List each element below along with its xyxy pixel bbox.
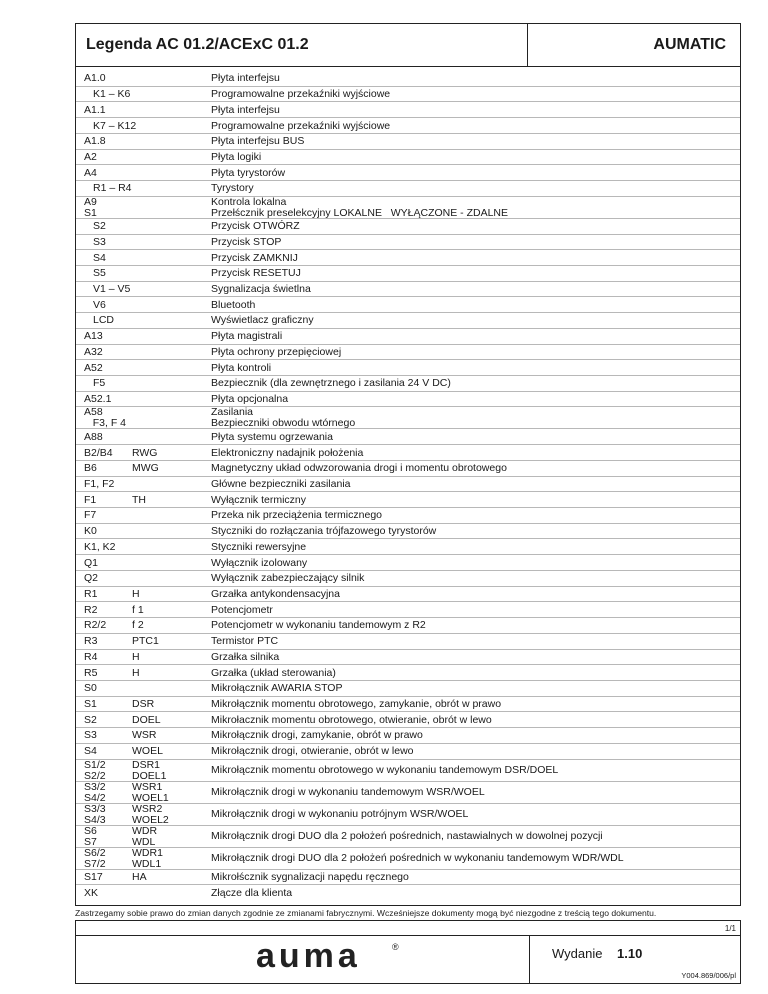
legend-description: Wyświetlacz graficzny [211, 314, 314, 327]
legend-symbol [132, 407, 211, 429]
legend-code: F7 [84, 509, 97, 522]
legend-code: Q1 [84, 556, 99, 569]
legend-code: R3 [84, 635, 98, 648]
legend-row [76, 345, 740, 361]
document-title: Legenda AC 01.2/ACExC 01.2 [76, 24, 528, 66]
legend-symbol [132, 165, 211, 181]
legend-description: Płyta logiki [211, 150, 262, 163]
legend-row [76, 885, 740, 901]
legend-code: K1 – K6 [93, 88, 131, 101]
legend-symbol [132, 429, 211, 445]
legend-description: Mikrołącznik drogi w wykonaniu tandemowym WSR/WOEL [211, 786, 485, 799]
legend-symbol [132, 508, 211, 524]
legend-symbol [132, 197, 211, 219]
legend-code: S3/2 S4/2 [84, 780, 106, 804]
legend-symbol: RWG [132, 446, 158, 459]
legend-description: Główne bezpieczniki zasilania [211, 477, 351, 490]
legend-row [76, 618, 740, 634]
legend-symbol: H [132, 650, 140, 663]
legend-row [76, 848, 740, 870]
legend-symbol [132, 477, 211, 493]
legend-code: A52 [84, 361, 103, 374]
legend-code: S0 [84, 682, 97, 695]
legend-row [76, 360, 740, 376]
legend-row [76, 477, 740, 493]
document-header [75, 23, 741, 67]
legend-description: Kontrola lokalna Przełścznik preselekcyjny LOKALNE WYŁĄCZONE - ZDALNE [211, 195, 508, 219]
legend-symbol: PTC1 [132, 635, 159, 648]
legend-code: F5 [93, 377, 106, 390]
legend-row [76, 804, 740, 826]
legend-description: Płyta interfejsu [211, 72, 280, 85]
legend-code: S4 [84, 745, 97, 758]
legend-row [76, 650, 740, 666]
legend-description: Mikrołącznik AWARIA STOP [211, 682, 343, 695]
legend-description: Płyta interfejsu [211, 103, 280, 116]
legend-symbol: WDR WDL [132, 824, 158, 848]
legend-description: Płyta kontroli [211, 361, 272, 374]
legend-row [76, 329, 740, 345]
legend-description: Mikrołącznik drogi, otwieranie, obrót w lewo [211, 745, 414, 758]
legend-symbol [132, 571, 211, 587]
legend-code: S3 [84, 729, 97, 742]
brand-name: AUMATIC [653, 36, 726, 53]
legend-description: Mikrołącznik momentu obrotowego, zamykanie, obrót w prawo [211, 698, 502, 710]
legend-row [76, 407, 740, 429]
legend-description: Złącze dla klienta [211, 886, 293, 899]
disclaimer-note: Zastrzegamy sobie prawo do zmian danych zgodnie ze zmianami fabrycznymi. Wcześniejsze dokumenty mogą być niezgodne z treścią tego dokumentu. [75, 908, 657, 918]
legend-symbol: TH [132, 493, 146, 506]
legend-code: A1.1 [84, 103, 106, 116]
legend-row [76, 712, 740, 728]
legend-symbol [132, 524, 211, 540]
legend-description: Mikrołącznik drogi DUO dla 2 położeń pośrednich, nastawialnych w dowolnej pozycji [211, 830, 603, 843]
legend-code: A9 S1 [84, 195, 97, 219]
legend-symbol: WSR1 WOEL1 [132, 780, 169, 804]
legend-code: A58 F3, F 4 [84, 406, 127, 430]
legend-code: S1/2 S2/2 [84, 758, 106, 782]
legend-description: Mikrołącznik drogi DUO dla 2 położeń pośrednich w wykonaniu tandemowym WDR/WDL [211, 852, 624, 865]
logo-text: auma [256, 937, 361, 972]
legend-symbol: DSR1 DOEL1 [132, 758, 167, 782]
legend-row [76, 150, 740, 166]
legend-row [76, 681, 740, 697]
legend-row [76, 282, 740, 298]
edition-label: Wydanie [552, 946, 603, 961]
legend-row [76, 760, 740, 782]
legend-description: Grzałka silnika [211, 650, 280, 663]
legend-code: A1.8 [84, 135, 106, 148]
legend-symbol: H [132, 587, 140, 600]
legend-row [76, 392, 740, 408]
legend-code: R2/2 [84, 619, 107, 632]
legend-row [76, 445, 740, 461]
document-footer [75, 920, 741, 984]
legend-description: Magnetyczny układ odwzorowania drogi i momentu obrotowego [211, 462, 507, 475]
edition-divider [529, 935, 530, 983]
legend-row [76, 697, 740, 713]
legend-row [76, 571, 740, 587]
legend-code: A13 [84, 330, 103, 343]
legend-code: S3 [93, 235, 106, 248]
legend-row [76, 87, 740, 103]
legend-symbol: MWG [132, 462, 159, 475]
auma-logo [254, 936, 404, 972]
legend-row [76, 181, 740, 197]
legend-code: R4 [84, 650, 98, 663]
legend-description: Przycisk OTWÓRZ [211, 220, 300, 233]
legend-description: Elektroniczny nadajnik położenia [211, 446, 364, 459]
legend-row [76, 102, 740, 118]
legend-code: K0 [84, 525, 97, 538]
legend-description: Mikrołącznik drogi, zamykanie, obrót w prawo [211, 729, 423, 742]
registered-mark: ® [392, 942, 399, 952]
legend-description: Mikrołącznik momentu obrotowego w wykonaniu tandemowym DSR/DOEL [211, 764, 559, 777]
legend-symbol [132, 345, 211, 361]
legend-description: Przycisk RESETUJ [211, 267, 301, 280]
legend-description: Programowalne przekaźniki wyjściowe [211, 119, 391, 132]
legend-symbol [132, 71, 211, 87]
legend-table [75, 67, 741, 906]
legend-row [76, 602, 740, 618]
legend-row [76, 376, 740, 392]
legend-row [76, 744, 740, 760]
legend-symbol [132, 150, 211, 166]
legend-symbol [132, 134, 211, 150]
legend-row [76, 235, 740, 251]
legend-row [76, 826, 740, 848]
legend-symbol: f 2 [132, 619, 144, 632]
legend-symbol [132, 539, 211, 555]
legend-row [76, 524, 740, 540]
legend-row [76, 728, 740, 744]
legend-symbol: DOEL [132, 713, 161, 726]
legend-row [76, 870, 740, 886]
legend-code: A1.0 [84, 72, 106, 85]
legend-code: S17 [84, 871, 103, 884]
legend-code: Q2 [84, 572, 99, 585]
legend-code: R1 [84, 587, 98, 600]
legend-row [76, 134, 740, 150]
legend-row [76, 266, 740, 282]
legend-description: Przycisk STOP [211, 235, 282, 248]
legend-description: Płyta opcjonalna [211, 393, 289, 406]
legend-row [76, 461, 740, 477]
legend-code: S4 [93, 251, 106, 264]
document-number: Y004.869/006/pl [681, 971, 736, 980]
legend-symbol: HA [132, 871, 147, 884]
legend-symbol: WSR [132, 729, 157, 742]
legend-description: Wyłącznik zabezpieczający silnik [211, 572, 365, 585]
legend-code: F1 [84, 493, 97, 506]
legend-description: Płyta interfejsu BUS [211, 135, 305, 148]
legend-description: Przycisk ZAMKNIJ [211, 251, 298, 264]
legend-description: Wyłącznik izolowany [211, 556, 308, 569]
legend-row [76, 219, 740, 235]
legend-code: A52.1 [84, 393, 112, 406]
page-number: 1/1 [724, 924, 736, 933]
legend-symbol [132, 102, 211, 118]
legend-code: XK [84, 886, 99, 899]
legend-description: Grzałka antykondensacyjna [211, 587, 340, 600]
legend-row [76, 250, 740, 266]
legend-code: B6 [84, 462, 97, 475]
legend-code: S6/2 S7/2 [84, 846, 106, 870]
legend-symbol: WOEL [132, 745, 163, 758]
legend-description: Płyta tyrystorów [211, 166, 286, 179]
legend-symbol [132, 360, 211, 376]
legend-description: Sygnalizacja świetlna [211, 283, 311, 295]
legend-code: B2/B4 [84, 446, 113, 459]
legend-code: A32 [84, 345, 103, 358]
legend-description: Płyta ochrony przepięciowej [211, 345, 342, 358]
legend-symbol: H [132, 666, 140, 679]
legend-description: Styczniki rewersyjne [211, 540, 307, 553]
legend-description: Potencjometr [211, 603, 273, 616]
legend-code: R2 [84, 603, 98, 616]
legend-code: K7 – K12 [93, 119, 137, 132]
legend-description: Styczniki do rozłączania trójfazowego tyrystorów [211, 525, 437, 538]
legend-code: K1, K2 [84, 540, 116, 553]
legend-row [76, 508, 740, 524]
legend-description: Tyrystory [211, 182, 254, 195]
legend-row [76, 665, 740, 681]
legend-code: A88 [84, 430, 103, 443]
legend-row [76, 71, 740, 87]
legend-code: S2 [93, 220, 106, 233]
legend-symbol: DSR [132, 698, 155, 710]
legend-description: Zasilania Bezpieczniki obwodu wtórnego [211, 406, 356, 430]
legend-row [76, 297, 740, 313]
legend-code: LCD [93, 314, 115, 327]
legend-symbol [132, 555, 211, 571]
legend-symbol [132, 681, 211, 697]
legend-code: A4 [84, 166, 97, 179]
legend-description: Przeka nik przeciążenia termicznego [211, 509, 382, 522]
legend-code: F1, F2 [84, 477, 115, 490]
legend-description: Potencjometr w wykonaniu tandemowym z R2 [211, 619, 426, 632]
legend-code: V6 [93, 298, 106, 311]
legend-description: Bezpiecznik (dla zewnętrznego i zasilania 24 V DC) [211, 377, 451, 390]
footer-divider [76, 935, 740, 936]
legend-row [76, 429, 740, 445]
legend-row [76, 634, 740, 650]
legend-code: R1 – R4 [93, 182, 132, 195]
legend-symbol: f 1 [132, 603, 144, 616]
legend-description: Mikrołącznik drogi w wykonaniu potrójnym WSR/WOEL [211, 808, 469, 821]
legend-row [76, 197, 740, 219]
legend-description: Wyłącznik termiczny [211, 493, 307, 506]
legend-code: S5 [93, 267, 106, 280]
legend-description: Mikrołacznik momentu obrotowego, otwieranie, obrót w lewo [211, 713, 492, 726]
legend-code: V1 – V5 [93, 283, 131, 295]
legend-row [76, 539, 740, 555]
legend-symbol: WSR2 WOEL2 [132, 802, 169, 826]
legend-symbol [132, 885, 211, 901]
legend-symbol [132, 392, 211, 408]
legend-code: S6 S7 [84, 824, 97, 848]
legend-code: R5 [84, 666, 98, 679]
legend-row [76, 313, 740, 329]
legend-description: Programowalne przekaźniki wyjściowe [211, 88, 391, 101]
legend-description: Mikrołścznik sygnalizacji napędu ręcznego [211, 871, 409, 884]
edition-value: 1.10 [617, 946, 643, 961]
legend-symbol: WDR1 WDL1 [132, 846, 163, 870]
legend-description: Bluetooth [211, 298, 256, 311]
legend-code: S1 [84, 698, 97, 710]
legend-row [76, 165, 740, 181]
legend-row [76, 118, 740, 134]
legend-code: S3/3 S4/3 [84, 802, 106, 826]
legend-row [76, 587, 740, 603]
legend-description: Grzałka (układ sterowania) [211, 666, 336, 679]
legend-code: A2 [84, 150, 97, 163]
legend-description: Termistor PTC [211, 635, 279, 648]
legend-row [76, 492, 740, 508]
legend-description: Płyta magistrali [211, 330, 283, 343]
legend-row [76, 782, 740, 804]
legend-description: Płyta systemu ogrzewania [211, 430, 333, 443]
legend-code: S2 [84, 713, 97, 726]
legend-symbol [132, 329, 211, 345]
legend-row [76, 555, 740, 571]
